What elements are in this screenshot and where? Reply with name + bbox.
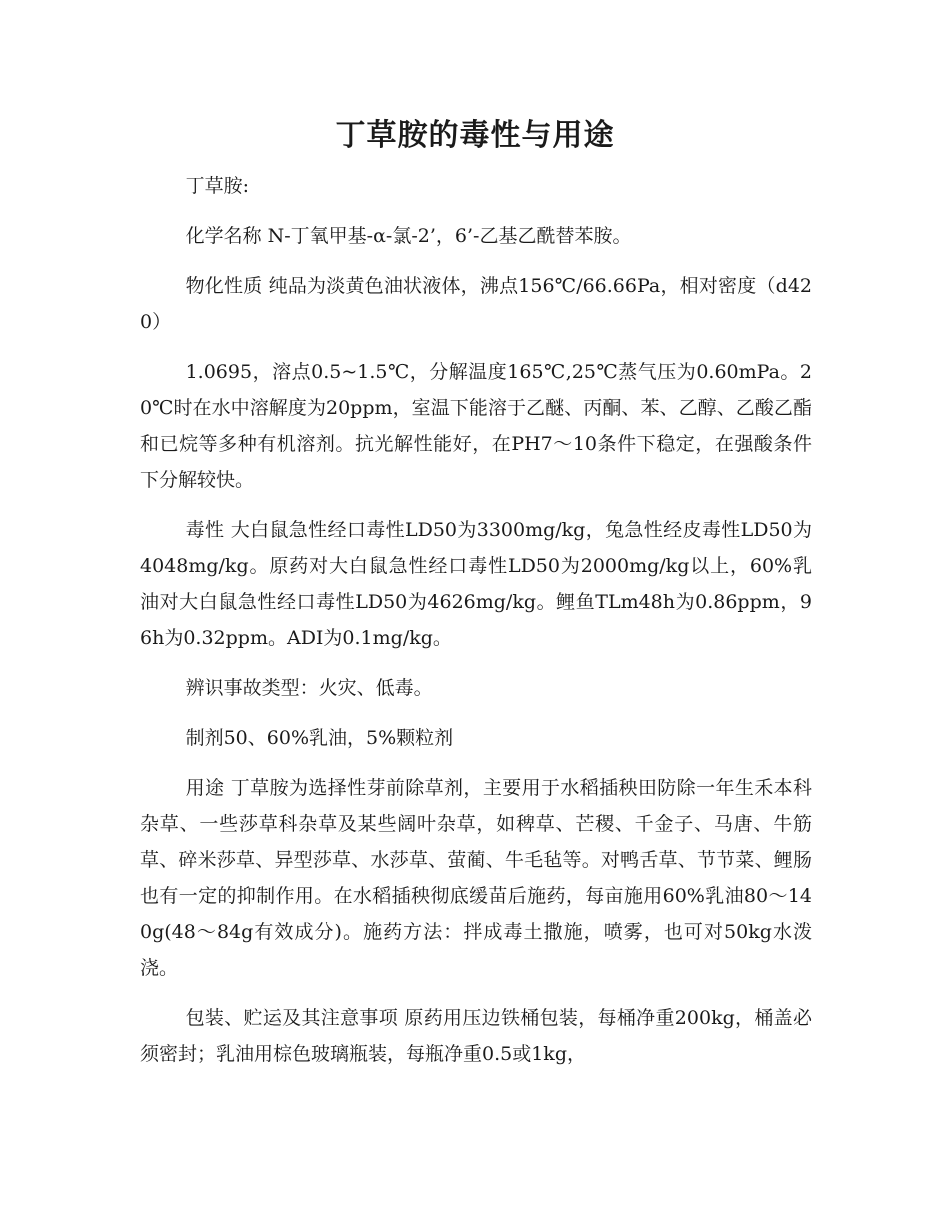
paragraph-accident-type: 辨识事故类型：火灾、低毒。 [185,677,433,699]
paragraph-formulation: 制剂50、60%乳油，5%颗粒剂 [185,727,454,749]
paragraph-usage: 用途 丁草胺为选择性芽前除草剂，主要用于水稻插秧田防除一年生禾本科杂草、一些莎草科杂草及某些阔叶杂草，如稗草、芒稷、千金子、马唐、牛筋草、碎米莎草、异型莎草、水莎草、萤蔺、牛毛毡等。对鸭舌草、节节菜、鲤肠也有一定的抑制作用。在水稻插秧彻底缓苗后施药，每亩施用60%乳油80～140g(48～84g有效成分)。施药方法：拌成毒土撒施，喷雾，也可对50kg水泼浇。 [140,777,812,979]
paragraph-chemical-name: 化学名称 N-丁氧甲基-α-氯-2’，6’-乙基乙酰替苯胺。 [185,225,632,247]
paragraph-label: 丁草胺: [185,175,249,197]
paragraph-toxicity: 毒性 大白鼠急性经口毒性LD50为3300mg/kg，兔急性经皮毒性LD50为4048mg/kg。原药对大白鼠急性经口毒性LD50为2000mg/kg以上，60%乳油对大白鼠急性经口毒性LD50为4626mg/kg。鲤鱼TLm48h为0.86ppm，96h为0.32ppm。ADI为0.1mg/kg。 [140,519,812,649]
paragraph-solubility: 1.0695，溶点0.5~1.5℃，分解温度165℃,25℃蒸气压为0.60mPa。20℃时在水中溶解度为20ppm，室温下能溶于乙醚、丙酮、苯、乙醇、乙酸乙酯和已烷等多种有机溶剂。抗光解性能好，在PH7～10条件下稳定，在强酸条件下分解较快。 [140,361,812,491]
paragraph-packaging: 包装、贮运及其注意事项 原药用压边铁桶包装，每桶净重200kg，桶盖必须密封；乳油用棕色玻璃瓶装，每瓶净重0.5或1kg， [140,1007,812,1065]
document-title: 丁草胺的毒性与用途 [335,118,615,153]
document-body [140,168,812,1086]
paragraph-physical-properties: 物化性质 纯品为淡黄色油状液体，沸点156℃/66.66Pa，相对密度（d420） [140,275,812,333]
